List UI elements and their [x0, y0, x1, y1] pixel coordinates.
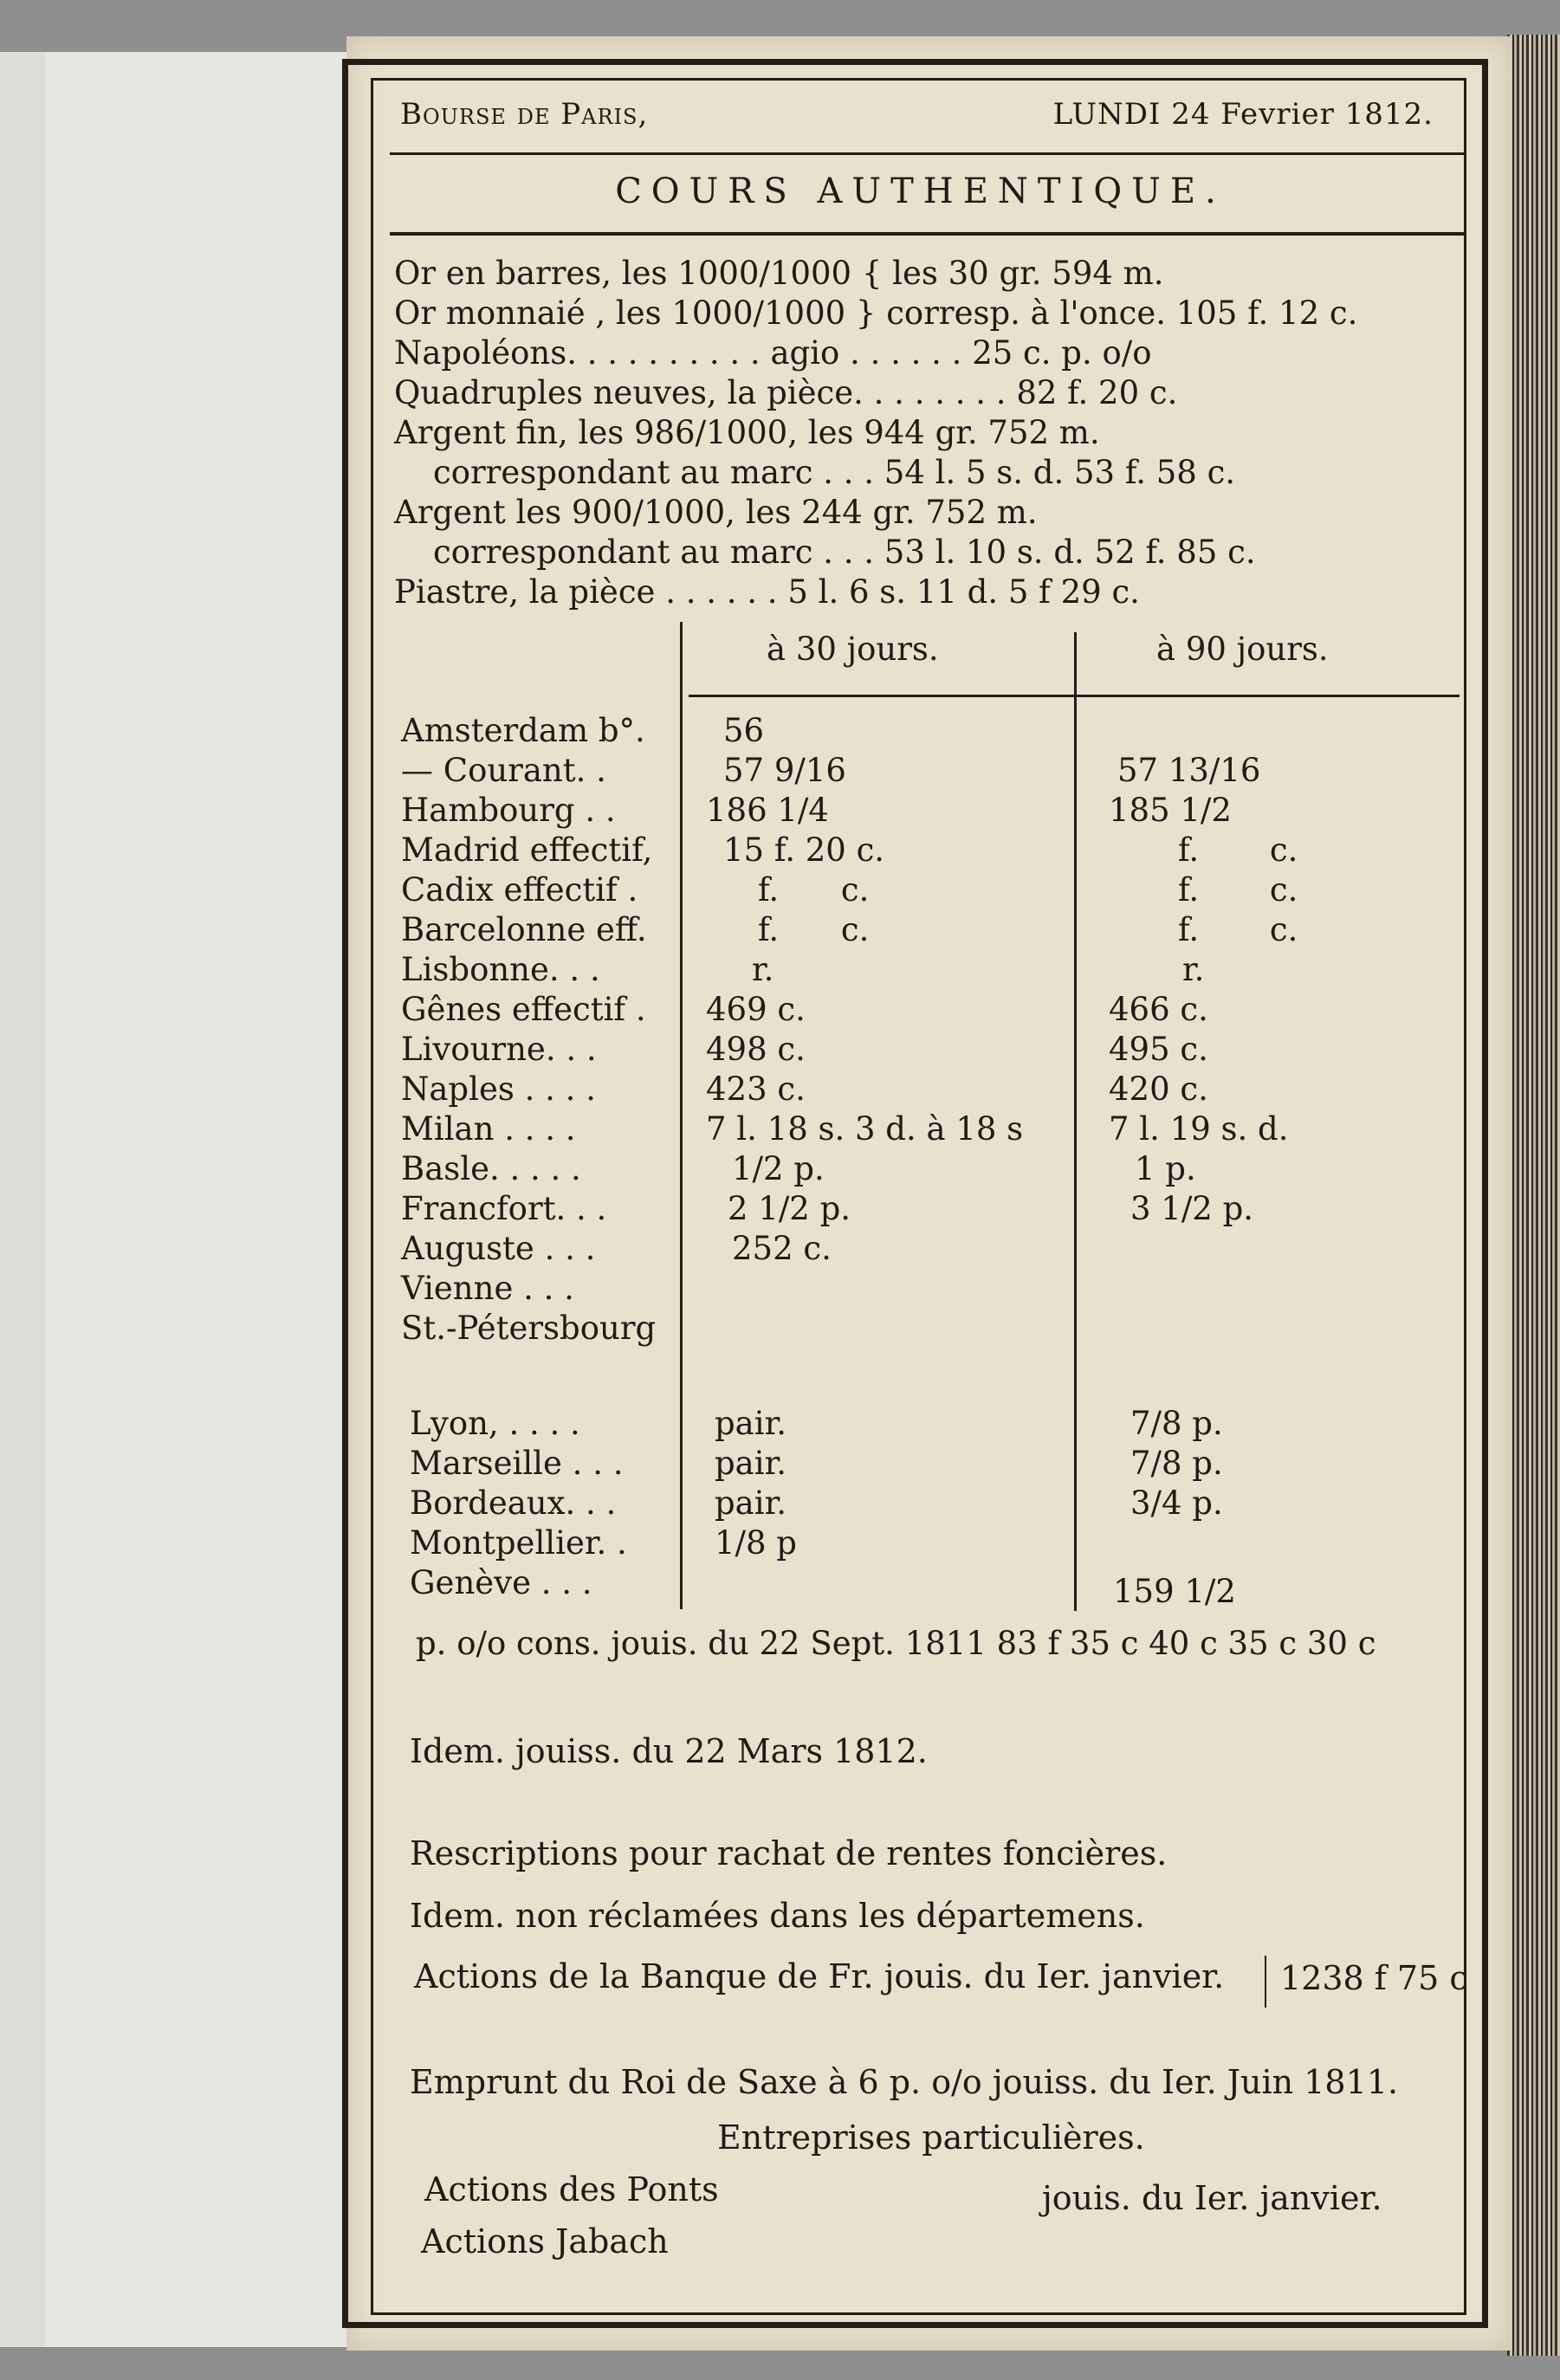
rate-90-days: f. c. [1178, 911, 1298, 948]
rate-30-days: 56 [723, 712, 765, 749]
column-header-rule [689, 695, 1460, 697]
city-name: Amsterdam b°. [401, 712, 645, 749]
rate-30-days: 1/8 p [715, 1524, 797, 1562]
rate-30-days: 469 c. [706, 991, 806, 1028]
rate-90-days: 159 1/2 [1113, 1573, 1236, 1610]
city-name: Madrid effectif, [401, 831, 653, 869]
city-name: St.-Pétersbourg [401, 1310, 657, 1347]
banque-actions-line: Actions de la Banque de Fr. jouis. du Ier. janvier. [414, 1957, 1225, 1995]
rate-30-days: 15 f. 20 c. [723, 831, 885, 869]
left-leaf-edge [0, 52, 47, 2347]
metal-line: Argent fin, les 986/1000, les 944 gr. 752 m. [394, 414, 1100, 451]
city-name: Bordeaux. . . [410, 1484, 617, 1522]
rate-30-days: 1/2 p. [732, 1150, 825, 1187]
page-block-edge [1507, 35, 1560, 2356]
header-left: Bourse de Paris, [400, 97, 649, 132]
city-name: Genève . . . [410, 1564, 592, 1601]
city-name: Naples . . . . [401, 1070, 596, 1108]
rate-30-days: 252 c. [732, 1230, 832, 1267]
column-divider-right [1074, 632, 1077, 1611]
rate-30-days: 2 1/2 p. [728, 1190, 851, 1227]
rate-90-days: 3/4 p. [1130, 1484, 1223, 1522]
metal-line: Quadruples neuves, la pièce. . . . . . . . 82 f. 20 c. [394, 374, 1178, 411]
column-header-90-days: à 90 jours. [1156, 631, 1329, 668]
city-name: Livourne. . . [401, 1031, 597, 1068]
metal-line: Napoléons. . . . . . . . . . agio . . . . . . 25 c. p. o/o [394, 334, 1152, 372]
rate-30-days: pair. [715, 1484, 786, 1522]
city-name: Marseille . . . [410, 1445, 624, 1482]
rate-30-days: 423 c. [706, 1070, 806, 1108]
city-name: Montpellier. . [410, 1524, 627, 1562]
metal-line: Or en barres, les 1000/1000 { les 30 gr. 594 m. [394, 255, 1164, 292]
city-name: Vienne . . . [401, 1270, 574, 1307]
ponts-line: Actions des Ponts [424, 2170, 719, 2209]
rate-90-days: 495 c. [1109, 1031, 1208, 1068]
rescriptions-line: Rescriptions pour rachat de rentes foncières. [410, 1834, 1168, 1872]
banque-actions-value: 1238 f 75 c [1280, 1959, 1468, 1997]
metal-line: correspondant au marc . . . 54 l. 5 s. d. 53 f. 58 c. [433, 454, 1236, 491]
city-name: Barcelonne eff. [401, 911, 647, 948]
city-name: Cadix effectif . [401, 871, 638, 909]
column-header-30-days: à 30 jours. [767, 631, 939, 668]
page-title: COURS AUTHENTIQUE. [615, 171, 1226, 211]
rate-90-days: f. c. [1178, 831, 1298, 869]
consolidated-line: p. o/o cons. jouis. du 22 Sept. 1811 83 f 35 c 40 c 35 c 30 c [416, 1625, 1376, 1662]
rate-90-days: f. c. [1178, 871, 1298, 909]
rate-30-days: 57 9/16 [723, 752, 846, 789]
metal-line: Argent les 900/1000, les 244 gr. 752 m. [394, 494, 1038, 531]
rate-30-days: 498 c. [706, 1031, 806, 1068]
city-name: Hambourg . . [401, 792, 616, 829]
ponts-jouissance: jouis. du Ier. janvier. [1042, 2179, 1382, 2217]
rate-30-days: pair. [715, 1405, 786, 1442]
rate-30-days: f. c. [758, 871, 870, 909]
emprunt-line: Emprunt du Roi de Saxe à 6 p. o/o jouiss. du Ier. Juin 1811. [410, 2063, 1399, 2101]
jabach-line: Actions Jabach [421, 2222, 669, 2260]
rate-30-days: 7 l. 18 s. 3 d. à 18 s [706, 1110, 1024, 1148]
header-rule [390, 152, 1464, 155]
city-name: Francfort. . . [401, 1190, 607, 1227]
left-page [45, 52, 368, 2347]
rate-90-days: 466 c. [1109, 991, 1208, 1028]
banque-divider [1265, 1956, 1266, 2008]
rate-90-days: 185 1/2 [1109, 792, 1232, 829]
city-name: — Courant. . [401, 752, 606, 789]
rate-30-days: r. [752, 951, 774, 988]
metal-line: Piastre, la pièce . . . . . . 5 l. 6 s. 11 d. 5 f 29 c. [394, 573, 1140, 611]
city-name: Gênes effectif . [401, 991, 646, 1028]
rate-90-days: 1 p. [1135, 1150, 1196, 1187]
city-name: Lyon, . . . . [410, 1405, 580, 1442]
city-name: Auguste . . . [401, 1230, 596, 1267]
title-rule [390, 232, 1464, 236]
rate-90-days: 7/8 p. [1130, 1445, 1223, 1482]
rate-30-days: pair. [715, 1445, 786, 1482]
city-name: Lisbonne. . . [401, 951, 600, 988]
column-divider-left [680, 622, 683, 1609]
city-name: Milan . . . . [401, 1110, 576, 1148]
rate-90-days: 7 l. 19 s. d. [1109, 1110, 1289, 1148]
metal-line: Or monnaié , les 1000/1000 } corresp. à l'once. 105 f. 12 c. [394, 294, 1358, 332]
rate-90-days: 420 c. [1109, 1070, 1208, 1108]
rate-90-days: 57 13/16 [1117, 752, 1261, 789]
rate-30-days: f. c. [758, 911, 870, 948]
city-name: Basle. . . . . [401, 1150, 581, 1187]
idem-non-reclamees-line: Idem. non réclamées dans les départemens. [410, 1897, 1145, 1935]
entreprises-heading: Entreprises particulières. [717, 2118, 1145, 2157]
metal-line: correspondant au marc . . . 53 l. 10 s. d. 52 f. 85 c. [433, 534, 1256, 571]
header-date: LUNDI 24 Fevrier 1812. [1052, 97, 1434, 132]
rate-30-days: 186 1/4 [706, 792, 829, 829]
rate-90-days: 7/8 p. [1130, 1405, 1223, 1442]
idem-mars-line: Idem. jouiss. du 22 Mars 1812. [410, 1732, 928, 1770]
rate-90-days: 3 1/2 p. [1130, 1190, 1254, 1227]
rate-90-days: r. [1182, 951, 1205, 988]
